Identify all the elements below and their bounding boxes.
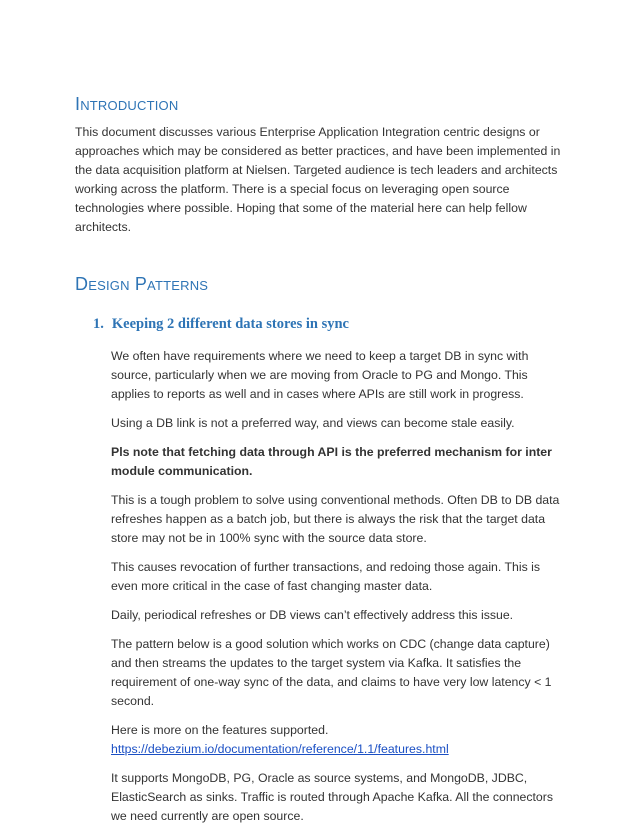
introduction-paragraph: This document discusses various Enterprise Application Integration centric designs or approaches which may be considered as better practices, and have been implemented in the data acquisition platform at Nielsen. Targeted audience is tech leaders and architects working across the platform. There is a special focus on leveraging open source technologies where possible. Hoping that some of the material here can help fellow architects. bbox=[75, 125, 561, 234]
design-pattern-item bbox=[75, 315, 568, 826]
item-title-text: Keeping 2 different data stores in sync bbox=[111, 316, 349, 332]
paragraph-revocation: This causes revocation of further transactions, and redoing those again. This is even more critical in the case of fast changing master data. bbox=[111, 560, 541, 593]
paragraph-supported-systems: It supports MongoDB, PG, Oracle as source systems, and MongoDB, JDBC, ElasticSearch as sinks. Traffic is routed through Apache Kafka. All the connectors we need currently are open source. bbox=[111, 771, 554, 823]
item-title bbox=[93, 315, 568, 333]
design-patterns-heading: Design Patterns bbox=[75, 274, 209, 294]
paragraph-features bbox=[111, 721, 568, 759]
item-body bbox=[93, 347, 568, 826]
features-text: Here is more on the features supported. bbox=[111, 723, 329, 737]
paragraph-api-note: Pls note that fetching data through API is the preferred mechanism for inter module communication. bbox=[111, 445, 552, 478]
paragraph-tough-problem: This is a tough problem to solve using conventional methods. Often DB to DB data refreshes happen as a batch job, but there is always the risk that the target data store may not be in 100% sync with the source data store. bbox=[111, 493, 560, 545]
introduction-heading: Introduction bbox=[75, 94, 179, 114]
debezium-features-link[interactable]: https://debezium.io/documentation/reference/1.1/features.html bbox=[111, 742, 449, 756]
paragraph-cdc-pattern: The pattern below is a good solution which works on CDC (change data capture) and then streams the updates to the target system via Kafka. It satisfies the requirement of one-way sync of the data, and claims to have very low latency < 1 second. bbox=[111, 637, 552, 708]
paragraph-db-link: Using a DB link is not a preferred way, and views can become stale easily. bbox=[111, 416, 515, 430]
paragraph-daily-refresh: Daily, periodical refreshes or DB views can’t effectively address this issue. bbox=[111, 608, 514, 622]
item-number: 1. bbox=[93, 316, 104, 332]
paragraph-sync-requirements: We often have requirements where we need to keep a target DB in sync with source, particularly when we are moving from Oracle to PG and Mongo. This applies to reports as well and in cases where APIs are still work in progress. bbox=[111, 349, 529, 401]
